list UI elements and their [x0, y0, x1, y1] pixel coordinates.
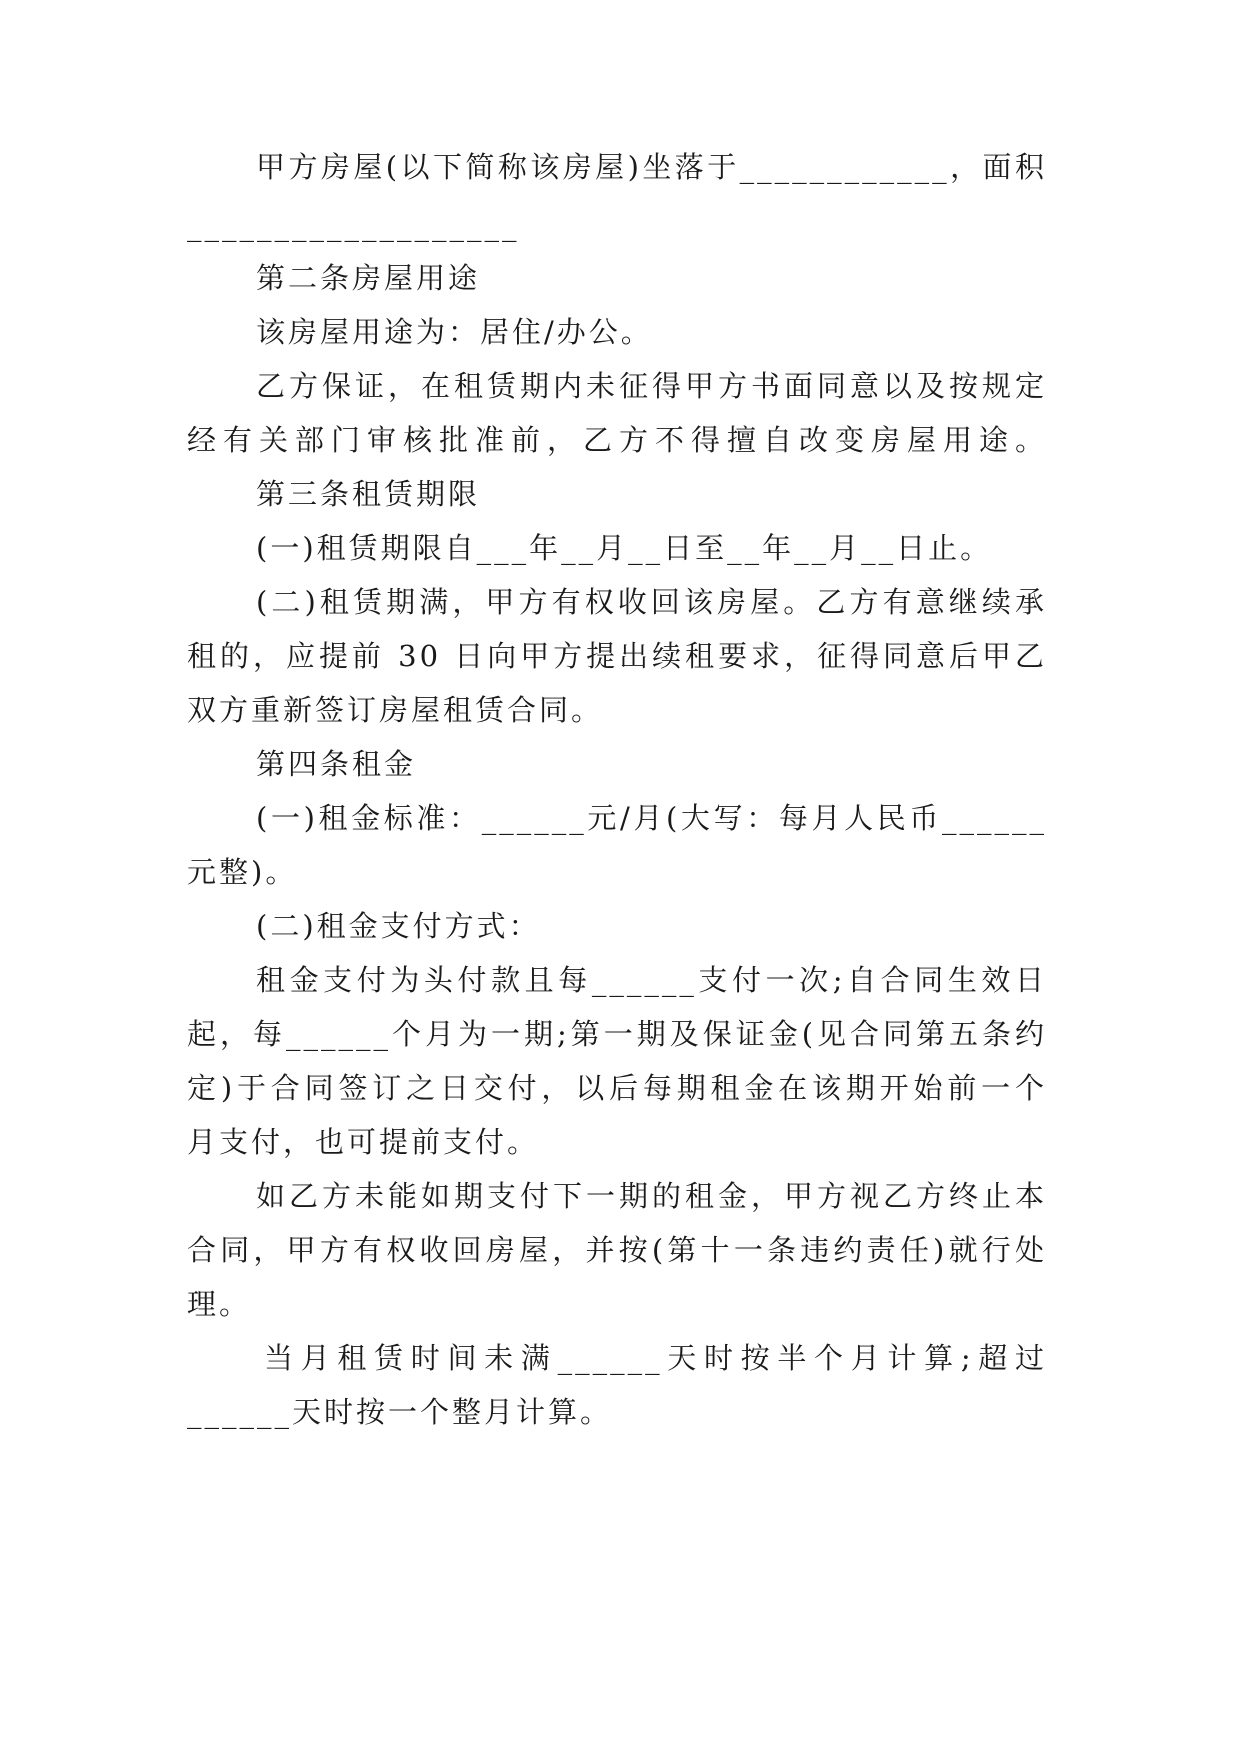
paragraph-line: (二)租赁期满，甲方有权收回该房屋。乙方有意继续承 — [256, 585, 1047, 619]
paragraph-line: 甲方房屋(以下简称该房屋)坐落于____________，面积 — [256, 150, 1047, 184]
paragraph-line: 经有关部门审核批准前，乙方不得擅自改变房屋用途。 — [187, 423, 1047, 457]
paragraph-line: 该房屋用途为：居住/办公。 — [256, 315, 653, 349]
paragraph-line: 如乙方未能如期支付下一期的租金，甲方视乙方终止本 — [256, 1179, 1047, 1213]
paragraph-line: 当月租赁时间未满______天时按半个月计算;超过 — [264, 1341, 1047, 1375]
paragraph-line: 双方重新签订房屋租赁合同。 — [187, 693, 604, 727]
section-heading: 第三条租赁期限 — [256, 477, 481, 511]
paragraph-line: (二)租金支付方式： — [256, 909, 541, 943]
paragraph-line: 定)于合同签订之日交付，以后每期租金在该期开始前一个 — [187, 1071, 1047, 1105]
paragraph-line: 理。 — [187, 1287, 252, 1321]
section-heading: 第四条租金 — [256, 747, 417, 781]
paragraph-line: 乙方保证，在租赁期内未征得甲方书面同意以及按规定 — [256, 369, 1047, 403]
paragraph-line: 月支付，也可提前支付。 — [187, 1125, 540, 1159]
paragraph-line: 租金支付为头付款且每______支付一次;自合同生效日 — [256, 963, 1047, 997]
paragraph-line: 元整)。 — [187, 855, 298, 889]
paragraph-line: (一)租金标准：______元/月(大写：每月人民币______ — [256, 801, 1047, 835]
paragraph-line: 起，每______个月为一期;第一期及保证金(见合同第五条约 — [187, 1017, 1047, 1051]
paragraph-line: ______天时按一个整月计算。 — [187, 1395, 613, 1429]
paragraph-line: 合同，甲方有权收回房屋，并按(第十一条违约责任)就行处 — [187, 1233, 1047, 1267]
paragraph-line: (一)租赁期限自___年__月__日至__年__月__日止。 — [256, 531, 993, 565]
paragraph-line: 租的，应提前 30 日向甲方提出续租要求，征得同意后甲乙 — [187, 639, 1047, 673]
section-heading: 第二条房屋用途 — [256, 261, 481, 295]
paragraph-line: ___________________ — [187, 208, 520, 242]
